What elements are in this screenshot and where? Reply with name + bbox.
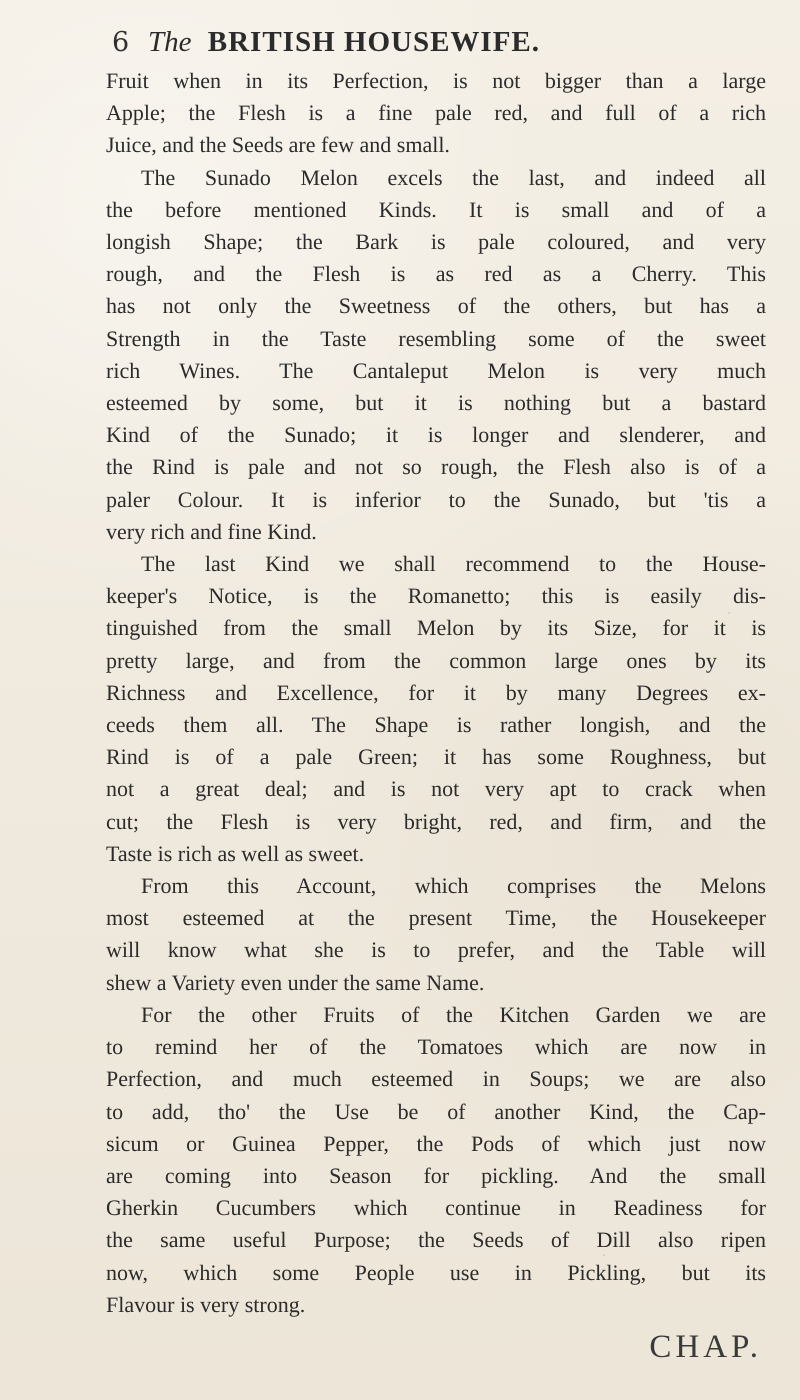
text-line: now, which some People use in Pickling, but its	[106, 1259, 766, 1285]
text-line: tinguished from the small Melon by its Size, for it is	[106, 615, 766, 641]
paper-speck	[728, 612, 730, 614]
page-number: 6	[112, 27, 130, 58]
text-line: Gherkin Cucumbers which continue in Readiness for	[106, 1195, 766, 1221]
text-line: sicum or Guinea Pepper, the Pods of which just now	[106, 1130, 766, 1156]
text-line: Juice, and the Seeds are few and small.	[106, 132, 450, 158]
text-line: rich Wines. The Cantaleput Melon is very much	[106, 357, 766, 383]
text-line: paler Colour. It is inferior to the Sunado, but 'tis a	[106, 486, 766, 512]
text-line: Fruit when in its Perfection, is not bigger than a large	[106, 68, 766, 93]
text-line: Taste is rich as well as sweet.	[106, 840, 365, 866]
running-title-prefix: The	[148, 26, 192, 58]
text-line: Perfection, and much esteemed in Soups; we are also	[106, 1066, 766, 1092]
text-line: Strength in the Taste resembling some of the sweet	[106, 325, 766, 351]
paper-speck	[697, 245, 698, 246]
text-line: to remind her of the Tomatoes which are now in	[106, 1034, 766, 1060]
text-line: ceeds them all. The Shape is rather longish, and the	[106, 712, 766, 738]
paper-speck	[162, 1088, 163, 1089]
text-line: keeper's Notice, is the Romanetto; this is easily dis-	[106, 583, 766, 609]
page-header	[112, 28, 766, 57]
text-line: cut; the Flesh is very bright, red, and firm, and the	[106, 808, 766, 834]
text-line: to add, tho' the Use be of another Kind, the Cap-	[106, 1098, 766, 1124]
text-line: are coming into Season for pickling. And the small	[106, 1162, 766, 1188]
text-line: Apple; the Flesh is a fine pale red, and full of a rich	[106, 100, 766, 126]
text-line: For the other Fruits of the Kitchen Garden we are	[141, 1001, 766, 1027]
text-line: has not only the Sweetness of the others, but has a	[106, 293, 766, 319]
text-line: Kind of the Sunado; it is longer and slenderer, and	[106, 422, 766, 448]
text-line: rough, and the Flesh is as red as a Cherry. This	[106, 261, 766, 287]
text-line: the same useful Purpose; the Seeds of Dill also ripen	[106, 1227, 766, 1253]
text-line: Rind is of a pale Green; it has some Roughness, but	[106, 744, 766, 770]
page-body	[106, 65, 766, 1321]
text-line: pretty large, and from the common large ones by its	[106, 647, 766, 673]
text-line: most esteemed at the present Time, the Housekeeper	[106, 905, 766, 931]
text-line: the Rind is pale and not so rough, the Flesh also is of a	[106, 454, 766, 480]
text-line: esteemed by some, but it is nothing but a bastard	[106, 390, 766, 416]
text-line: shew a Variety even under the same Name.	[106, 969, 485, 995]
text-line: The last Kind we shall recommend to the House-	[141, 551, 766, 577]
text-line: not a great deal; and is not very apt to crack when	[106, 776, 766, 802]
text-line: longish Shape; the Bark is pale coloured, and very	[106, 229, 766, 255]
text-line: Flavour is very strong.	[106, 1291, 306, 1317]
text-line: From this Account, which comprises the Melons	[141, 873, 766, 899]
running-title-main: BRITISH HOUSEWIFE.	[207, 26, 541, 58]
running-title	[148, 28, 540, 57]
text-line: Richness and Excellence, for it by many Degrees ex-	[106, 679, 766, 705]
text-line: very rich and fine Kind.	[106, 518, 317, 544]
paper-speck	[603, 1254, 605, 1256]
chapter-marker: CHAP.	[649, 1328, 762, 1365]
text-line: The Sunado Melon excels the last, and indeed all	[141, 164, 766, 190]
text-line: will know what she is to prefer, and the Table will	[106, 937, 766, 963]
text-line: the before mentioned Kinds. It is small and of a	[106, 196, 766, 222]
